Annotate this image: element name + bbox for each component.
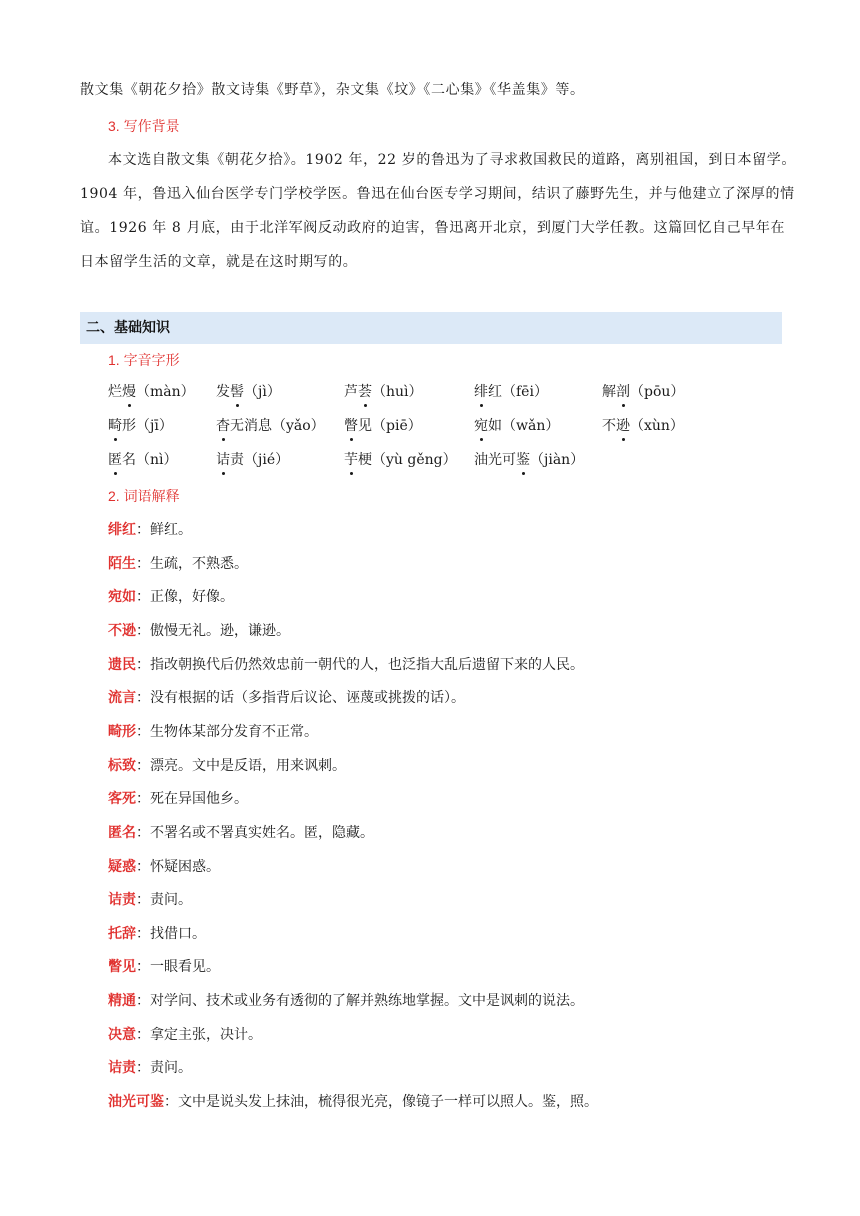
- emphasized-character: 鉴: [516, 452, 530, 468]
- vocabulary-item: [108, 857, 220, 877]
- vocabulary-term: 绯红: [108, 522, 136, 538]
- vocabulary-item: [108, 756, 346, 776]
- background-paragraph-line-4: 日本留学生活的文章，就是在这时期写的。: [80, 254, 358, 270]
- emphasized-character: 髻: [230, 384, 244, 400]
- background-paragraph-line-2: 1904 年，鲁迅入仙台医学专门学校学医。鲁迅在仙台医专学习期间，结识了藤野先生，并与他建立了深厚的情: [80, 186, 795, 202]
- vocabulary-definition: ：漂亮。文中是反语，用来讽刺。: [136, 758, 346, 774]
- word-prefix: 解: [602, 384, 616, 400]
- vocabulary-term: 疑惑: [108, 859, 136, 875]
- vocabulary-item: [108, 924, 206, 944]
- emphasized-character: 逊: [616, 418, 630, 434]
- emphasized-character: 熳: [122, 384, 136, 400]
- vocabulary-definition: ：责问。: [136, 892, 192, 908]
- vocabulary-term: 陌生: [108, 556, 136, 572]
- pronunciation-item: [602, 382, 684, 402]
- vocabulary-term: 不逊: [108, 623, 136, 639]
- vocabulary-definition: ：鲜红。: [136, 522, 192, 538]
- vocabulary-item: [108, 789, 248, 809]
- vocabulary-item: [108, 1025, 262, 1045]
- word-suffix-pinyin: （jì）: [244, 384, 281, 400]
- vocabulary-item: [108, 722, 318, 742]
- emphasized-character: 畸: [108, 418, 122, 434]
- pronunciation-item: [344, 382, 423, 402]
- vocabulary-item: [108, 554, 248, 574]
- vocabulary-term: 客死: [108, 791, 136, 807]
- intro-line: 散文集《朝花夕拾》散文诗集《野草》，杂文集《坟》《二心集》《华盖集》等。: [80, 82, 585, 98]
- pronunciation-item: [602, 416, 684, 436]
- vocabulary-item: [108, 957, 220, 977]
- word-suffix-pinyin: 见（piē）: [358, 418, 422, 434]
- word-suffix-pinyin: （pōu）: [630, 384, 685, 400]
- background-heading: 3. 写作背景: [108, 118, 180, 134]
- vocabulary-definition: ：责问。: [136, 1060, 192, 1076]
- vocabulary-item: [108, 890, 192, 910]
- pronunciation-item: [216, 450, 289, 470]
- vocabulary-term: 诘责: [108, 1060, 136, 1076]
- pronunciation-item: [474, 416, 559, 436]
- background-paragraph-line-1: 本文选自散文集《朝花夕拾》。1902 年，22 岁的鲁迅为了寻求救国救民的道路，离别祖国，到日本留学。: [108, 152, 796, 168]
- vocabulary-definition: ：生疏，不熟悉。: [136, 556, 248, 572]
- word-suffix-pinyin: 名（nì）: [122, 452, 178, 468]
- vocabulary-definition: ：正像，好像。: [136, 589, 234, 605]
- vocabulary-definition: ：一眼看见。: [136, 959, 220, 975]
- emphasized-character: 荟: [358, 384, 372, 400]
- word-suffix-pinyin: 形（jī）: [122, 418, 173, 434]
- emphasized-character: 诘: [216, 452, 230, 468]
- emphasized-character: 瞥: [344, 418, 358, 434]
- word-suffix-pinyin: 红（fēi）: [488, 384, 548, 400]
- vocabulary-definition: ：指改朝换代后仍然效忠前一朝代的人，也泛指大乱后遗留下来的人民。: [136, 657, 584, 673]
- section-header-bar: [80, 312, 782, 344]
- vocabulary-definition: ：傲慢无礼。逊，谦逊。: [136, 623, 290, 639]
- vocabulary-term: 托辞: [108, 926, 136, 942]
- vocabulary-definition: ：拿定主张，决计。: [136, 1027, 262, 1043]
- emphasized-character: 剖: [616, 384, 630, 400]
- pronunciation-item: [344, 416, 422, 436]
- word-suffix-pinyin: 梗（yù gěng）: [358, 452, 457, 468]
- word-suffix-pinyin: 如（wǎn）: [488, 418, 560, 434]
- vocabulary-item: [108, 655, 584, 675]
- vocabulary-definition: ：没有根据的话（多指背后议论、诬蔑或挑拨的话）。: [136, 690, 465, 706]
- word-prefix: 不: [602, 418, 616, 434]
- vocabulary-item: [108, 1058, 192, 1078]
- word-prefix: 烂: [108, 384, 122, 400]
- vocabulary-item: [108, 621, 290, 641]
- section-title: 二、基础知识: [86, 320, 170, 336]
- vocabulary-item: [108, 688, 465, 708]
- vocabulary-item: [108, 587, 234, 607]
- pronunciation-item: [474, 382, 548, 402]
- pronunciation-item: [108, 450, 178, 470]
- word-suffix-pinyin: （màn）: [136, 384, 195, 400]
- emphasized-character: 宛: [474, 418, 488, 434]
- vocabulary-definition: ：文中是说头发上抹油，梳得很光亮，像镜子一样可以照人。鉴，照。: [164, 1094, 598, 1110]
- vocabulary-definition: ：怀疑困惑。: [136, 859, 220, 875]
- emphasized-character: 芋: [344, 452, 358, 468]
- vocabulary-term: 精通: [108, 993, 136, 1009]
- vocabulary-term: 诘责: [108, 892, 136, 908]
- pronunciation-item: [216, 382, 281, 402]
- emphasized-character: 绯: [474, 384, 488, 400]
- vocabulary-item: [108, 1092, 598, 1112]
- emphasized-character: 匿: [108, 452, 122, 468]
- vocabulary-term: 匿名: [108, 825, 136, 841]
- pronunciation-item: [108, 416, 173, 436]
- word-suffix-pinyin: （jiàn）: [530, 452, 585, 468]
- vocabulary-term: 决意: [108, 1027, 136, 1043]
- emphasized-character: 杳: [216, 418, 230, 434]
- vocabulary-definition: ：生物体某部分发育不正常。: [136, 724, 318, 740]
- vocabulary-heading: 2. 词语解释: [108, 488, 180, 504]
- pronunciation-heading: 1. 字音字形: [108, 352, 180, 368]
- word-suffix-pinyin: （xùn）: [630, 418, 684, 434]
- word-suffix-pinyin: 无消息（yǎo）: [230, 418, 325, 434]
- vocabulary-term: 标致: [108, 758, 136, 774]
- word-suffix-pinyin: 责（jié）: [230, 452, 290, 468]
- pronunciation-item: [344, 450, 457, 470]
- pronunciation-item: [216, 416, 325, 436]
- vocabulary-term: 遗民: [108, 657, 136, 673]
- vocabulary-definition: ：对学问、技术或业务有透彻的了解并熟练地掌握。文中是讽刺的说法。: [136, 993, 584, 1009]
- vocabulary-definition: ：找借口。: [136, 926, 206, 942]
- vocabulary-item: [108, 823, 374, 843]
- pronunciation-item: [474, 450, 584, 470]
- vocabulary-term: 畸形: [108, 724, 136, 740]
- vocabulary-item: [108, 520, 192, 540]
- background-paragraph-line-3: 谊。1926 年 8 月底，由于北洋军阀反动政府的迫害，鲁迅离开北京，到厦门大学任教。这篇回忆自己早年在: [80, 220, 786, 236]
- vocabulary-term: 瞥见: [108, 959, 136, 975]
- word-prefix: 芦: [344, 384, 358, 400]
- vocabulary-term: 宛如: [108, 589, 136, 605]
- vocabulary-item: [108, 991, 584, 1011]
- word-prefix: 发: [216, 384, 230, 400]
- vocabulary-term: 流言: [108, 690, 136, 706]
- vocabulary-definition: ：死在异国他乡。: [136, 791, 248, 807]
- vocabulary-term: 油光可鉴: [108, 1094, 164, 1110]
- pronunciation-item: [108, 382, 195, 402]
- word-prefix: 油光可: [474, 452, 516, 468]
- vocabulary-definition: ：不署名或不署真实姓名。匿，隐藏。: [136, 825, 374, 841]
- word-suffix-pinyin: （huì）: [372, 384, 423, 400]
